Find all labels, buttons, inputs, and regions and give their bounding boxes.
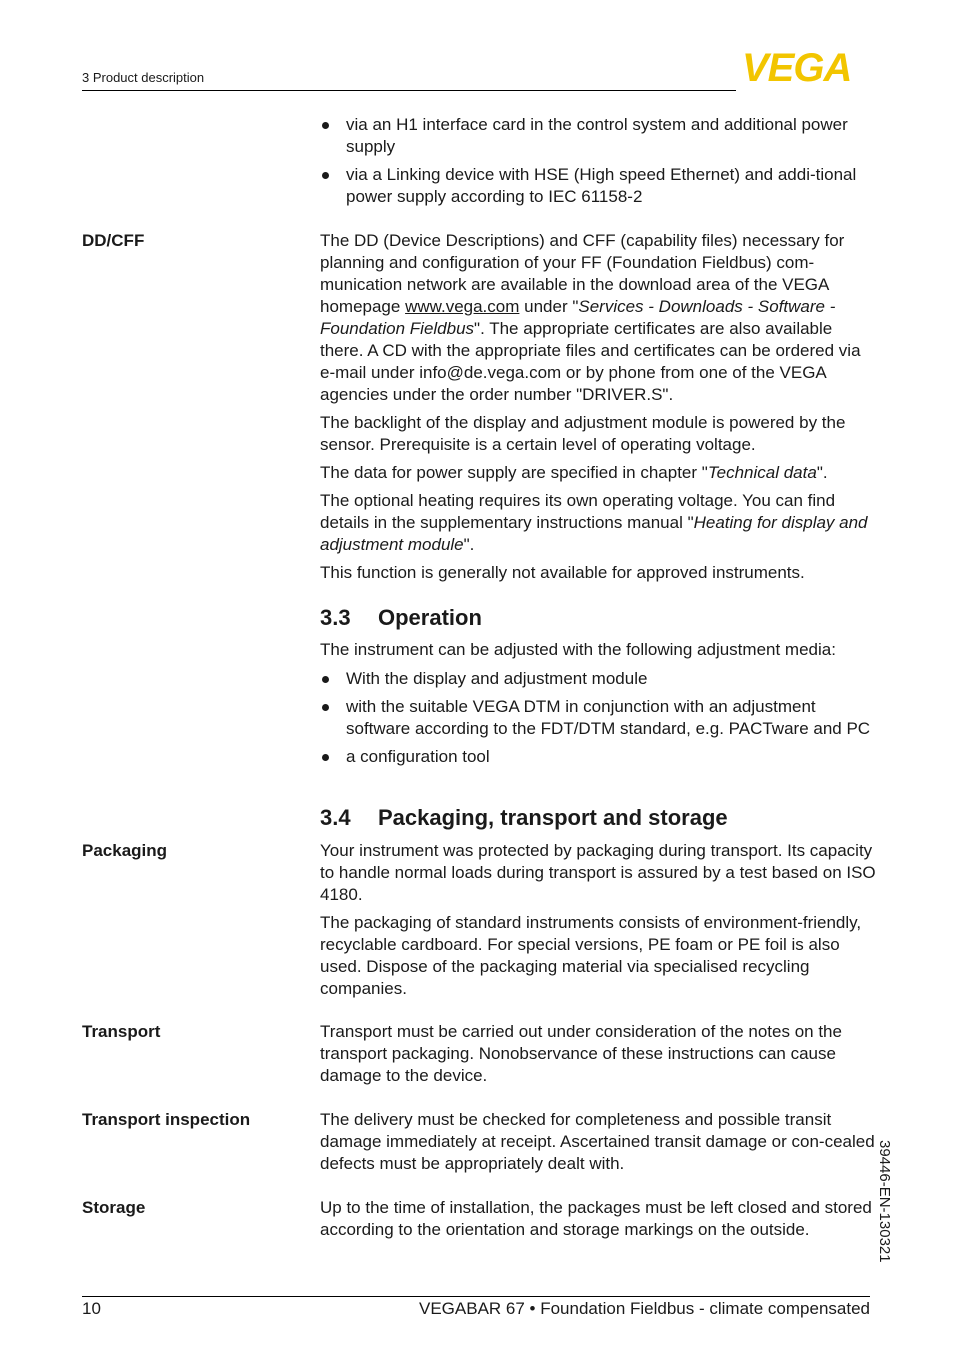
heading-packaging-transport-storage: 3.4 Packaging, transport and storage [320,805,728,830]
operation-intro: The instrument can be adjusted with the following adjustment media: [320,640,836,659]
vega-website-link[interactable]: www.vega.com [405,297,520,316]
list-item: With the display and adjustment module [320,668,880,690]
svg-text:VEGA: VEGA [742,50,852,84]
transport-body [320,1021,880,1093]
running-header: 3 Product description [82,70,205,85]
document-code: 39446-EN-130321 [876,1140,893,1263]
list-item: via an H1 interface card in the control system and additional power supply [320,114,880,158]
transport-paragraph: Transport must be carried out under consideration of the notes on the transport packaging. Nonobservance of these instructions can cause damage to the device. [320,1022,842,1085]
backlight-paragraph: The backlight of the display and adjustment module is powered by the sensor. Prerequisite is a certain level of operating voltage. [320,413,846,454]
side-label-packaging: Packaging [82,841,168,860]
side-label-storage: Storage [82,1198,146,1217]
packaging-body [320,840,880,1006]
list-item: via a Linking device with HSE (High speed Ethernet) and addi-tional power supply according to IEC 61158-2 [320,164,880,208]
page-number: 10 [82,1299,101,1318]
inspection-paragraph: The delivery must be checked for completeness and possible transit damage immediately at receipt. Ascertained transit damage or con-cealed defects must be appropriately dealt with. [320,1110,875,1173]
list-item: with the suitable VEGA DTM in conjunction with an adjustment software according to the FDT/DTM standard, e.g. PACTware and PC [320,696,880,740]
heading-operation: 3.3 Operation [320,605,482,630]
storage-body [320,1197,880,1247]
side-label-transport: Transport [82,1022,161,1041]
side-label-transport-inspection: Transport inspection [82,1110,251,1129]
heating-paragraph: The optional heating requires its own operating voltage. You can find details in the supplementary instructions manual "Heating for display and adjustment module". [320,491,868,554]
vega-logo [742,50,872,89]
operation-body [320,639,880,774]
approved-instruments-paragraph: This function is generally not available for approved instruments. [320,563,805,582]
power-supply-paragraph: The data for power supply are specified in chapter "Technical data". [320,463,828,482]
side-label-ddcff: DD/CFF [82,231,145,250]
intro-bullet-list [320,114,880,214]
ddcff-paragraph: The DD (Device Descriptions) and CFF (capability files) necessary for planning and configuration of your FF (Foundation Fieldbus) com-munication network are available in the download area of the VEGA homepage www.vega.com under "Services - Downloads - Software - Foundation Fieldbus". The appropriate certificates are also available there. A CD with the appropriate files and certificates can be ordered via e-mail under info@de.vega.com or by phone from one of the VEGA agencies under the order number "DRIVER.S". [320,231,861,404]
list-item: a configuration tool [320,746,880,768]
footer-title: VEGABAR 67 • Foundation Fieldbus - climate compensated [418,1299,870,1318]
ddcff-body [320,230,880,590]
header-rule [82,90,736,91]
packaging-material-paragraph: The packaging of standard instruments consists of environment-friendly, recyclable cardboard. For special versions, PE foam or PE foil is also used. Dispose of the packaging material via specialised recycling companies. [320,913,862,998]
inspection-body [320,1109,880,1181]
storage-paragraph: Up to the time of installation, the packages must be left closed and stored according to the orientation and storage markings on the outside. [320,1198,872,1239]
footer-rule [82,1296,870,1297]
packaging-paragraph: Your instrument was protected by packaging during transport. Its capacity to handle normal loads during transport is assured by a test based on ISO 4180. [320,841,876,904]
